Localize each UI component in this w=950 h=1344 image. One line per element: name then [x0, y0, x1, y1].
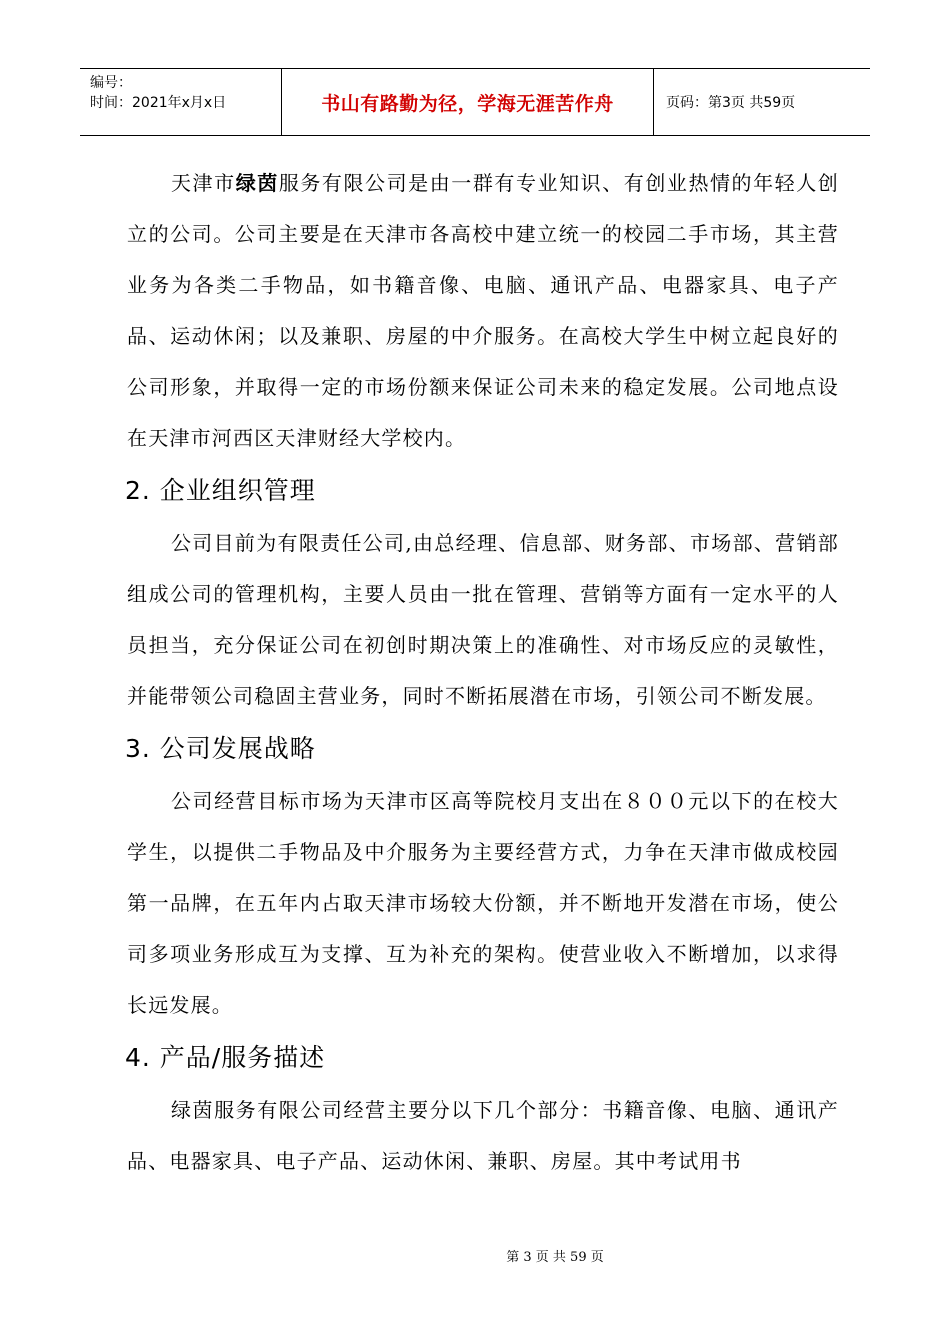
- intro-bold-name: 绿茵: [235, 171, 279, 195]
- header-page-label: 页码：第3页 共59页: [666, 95, 796, 111]
- intro-text: 服务有限公司是由一群有专业知识、有创业热情的年轻人创立的公司。公司主要是在天津市各高校中建立统一的校园二手市场，其主营业务为各类二手物品，如书籍音像、电脑、通讯产品、电器家具、电子产品、运动休闲；以及兼职、房屋的中介服务。在高校大学生中树立起良好的公司形象，并取得一定的市场份额来保证公司未来的稳定发展。公司地点设在天津市河西区天津财经大学校内。: [127, 171, 839, 450]
- header-motto: 书山有路勤为径，学海无涯苦作舟: [282, 69, 654, 135]
- intro-paragraph: [127, 158, 839, 464]
- document-body: [127, 158, 839, 1187]
- header-date-label: 时间：2021年x月x日: [90, 95, 227, 111]
- section-paragraph-products: 绿茵服务有限公司经营主要分以下几个部分：书籍音像、电脑、通讯产品、电器家具、电子产品、运动休闲、兼职、房屋。其中考试用书: [127, 1098, 839, 1173]
- header-meta-cell: [80, 69, 282, 135]
- section-paragraph-strategy: 公司经营目标市场为天津市区高等院校月支出在８００元以下的在校大学生，以提供二手物品及中介服务为主要经营方式，力争在天津市做成校园第一品牌，在五年内占取天津市场较大份额，并不断地开发潜在市场，使公司多项业务形成互为支撑、互为补充的架构。使营业收入不断增加，以求得长远发展。: [127, 789, 839, 1017]
- section-heading-strategy: 3. 公司发展战略: [125, 734, 316, 763]
- page-footer: 第 3 页 共 59 页: [506, 1250, 604, 1265]
- section-paragraph-organization: 公司目前为有限责任公司,由总经理、信息部、财务部、市场部、营销部组成公司的管理机构，主要人员由一批在管理、营销等方面有一定水平的人员担当，充分保证公司在初创时期决策上的准确性、对市场反应的灵敏性，并能带领公司稳固主营业务，同时不断拓展潜在市场，引领公司不断发展。: [127, 531, 839, 708]
- section-heading-products: 4. 产品/服务描述: [125, 1043, 326, 1072]
- page-header: [80, 68, 870, 136]
- intro-prefix: 天津市: [171, 171, 236, 195]
- header-number-label: 编号：: [90, 75, 132, 91]
- section-heading-organization: 2. 企业组织管理: [125, 476, 316, 505]
